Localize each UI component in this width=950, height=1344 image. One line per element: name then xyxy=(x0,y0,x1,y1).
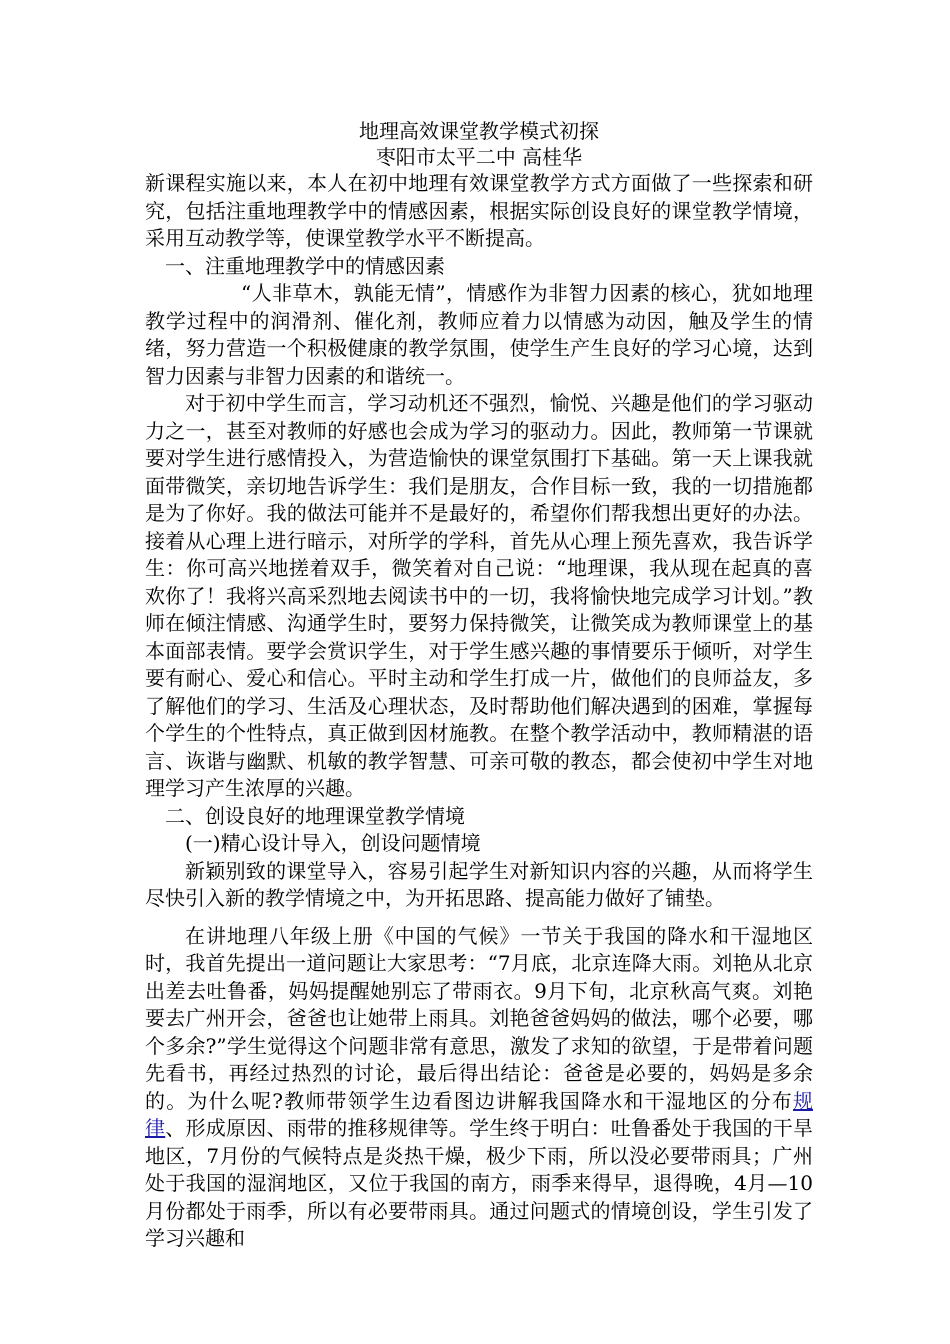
rule-link[interactable]: 规律 xyxy=(145,1088,813,1140)
section-heading-2: 二、创设良好的地理课堂教学情境 xyxy=(165,803,465,828)
document-title: 地理高效课堂教学模式初探 xyxy=(359,119,599,143)
subsection-heading-1: (一)精心设计导入，创设问题情境 xyxy=(185,831,481,855)
paragraph-4-text-b: 、形成原因、雨带的推移规律等。学生终于明白：吐鲁番处于我国的干旱地区，7月份的气候特点是炎热干燥，极少下雨，所以没必要带雨具；广州处于我国的湿润地区，又位于我国的南方，雨季来得早，退得晚，4月—10月份都处于雨季，所以有必要带雨具。通过问题式的情境创设，学生引发了学习兴趣和 xyxy=(145,1116,813,1250)
intro-paragraph: 新课程实施以来，本人在初中地理有效课堂教学方式方面做了一些探索和研究，包括注重地理教学中的情感因素，根据实际创设良好的课堂教学情境，采用互动教学等，使课堂教学水平不断提高。 xyxy=(145,171,813,250)
paragraph-4 xyxy=(145,923,813,1253)
paragraph-4-text-a: 在讲地理八年级上册《中国的气候》一节关于我国的降水和干湿地区时，我首先提出一道问题让大家思考：“7月底，北京连降大雨。刘艳从北京出差去吐鲁番，妈妈提醒她别忘了带雨衣。9月下旬，北京秋高气爽。刘艳要去广州开会，爸爸也让她带上雨具。刘艳爸爸妈妈的做法，哪个必要，哪个多余?”学生觉得这个问题非常有意思，激发了求知的欲望，于是带着问题先看书，再经过热烈的讨论，最后得出结论：爸爸是必要的，妈妈是多余的。为什么呢?教师带领学生边看图边讲解我国降水和干湿地区的分布 xyxy=(145,923,813,1113)
paragraph-1: “人非草木，孰能无情”，情感作为非智力因素的核心，犹如地理教学过程中的润滑剂、催化剂，教师应着力以情感为动因，触及学生的情绪，努力营造一个积极健康的教学氛围，使学生产生良好的学习心境，达到智力因素与非智力因素的和谐统一。 xyxy=(145,281,813,388)
paragraph-3: 新颖别致的课堂导入，容易引起学生对新知识内容的兴趣，从而将学生尽快引入新的教学情境之中，为开拓思路、提高能力做好了铺垫。 xyxy=(145,858,813,910)
author-line: 枣阳市太平二中 高桂华 xyxy=(375,145,583,169)
section-heading-1: 一、注重地理教学中的情感因素 xyxy=(165,253,445,278)
paragraph-2: 对于初中学生而言，学习动机还不强烈，愉悦、兴趣是他们的学习驱动力之一，甚至对教师的好感也会成为学习的驱动力。因此，教师第一节课就要对学生进行感情投入，为营造愉快的课堂氛围打下基础。第一天上课我就面带微笑，亲切地告诉学生：我们是朋友，合作目标一致，我的一切措施都是为了你好。我的做法可能并不是最好的，希望你们帮我想出更好的办法。接着从心理上进行暗示，对所学的学科，首先从心理上预先喜欢，我告诉学生：你可高兴地搓着双手，微笑着对自己说：“地理课，我从现在起真的喜欢你了！我将兴高采烈地去阅读书中的一切，我将愉快地完成学习计划。”教师在倾注情感、沟通学生时，要努力保持微笑，让微笑成为教师课堂上的基本面部表情。要学会赏识学生，对于学生感兴趣的事情要乐于倾听，对学生要有耐心、爱心和信心。平时主动和学生打成一片，做他们的良师益友，多了解他们的学习、生活及心理状态，及时帮助他们解决遇到的困难，掌握每个学生的个性特点，真正做到因材施教。在整个教学活动中，教师精湛的语言、诙谐与幽默、机敏的教学智慧、可亲可敬的教态，都会使初中学生对地理学习产生浓厚的兴趣。 xyxy=(145,391,813,800)
document-page xyxy=(145,118,813,1253)
